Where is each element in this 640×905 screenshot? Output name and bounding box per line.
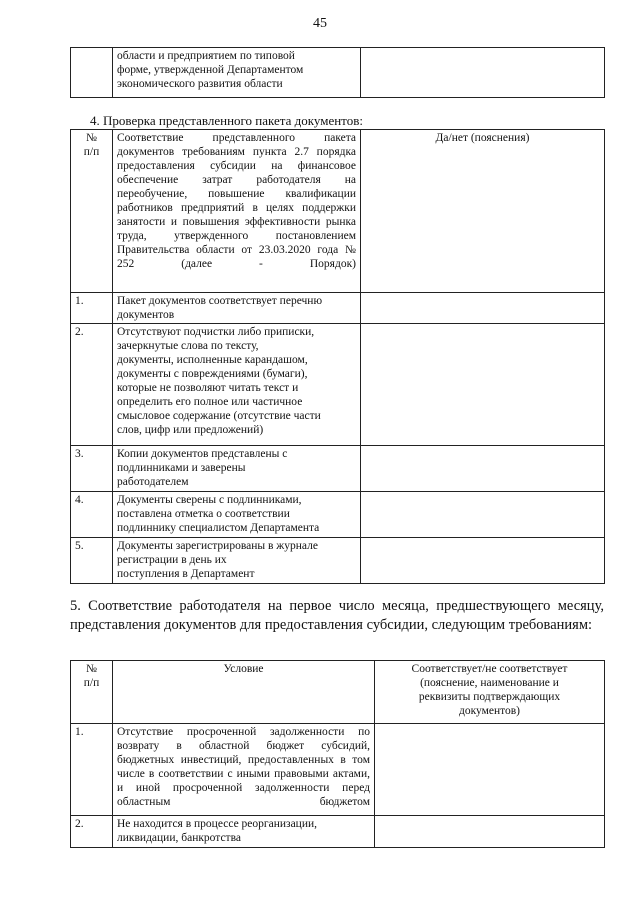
header-text: Условие bbox=[113, 661, 375, 724]
row-answer[interactable] bbox=[361, 324, 605, 446]
row-text: Копии документов представлены с подлинниками и заверены работодателем bbox=[113, 446, 361, 492]
row-number: 5. bbox=[71, 538, 113, 584]
row-text: Документы сверены с подлинниками, поставлена отметка о соответствии подлиннику специалистом Департамента bbox=[113, 492, 361, 538]
table-row bbox=[71, 816, 605, 848]
row-answer[interactable] bbox=[361, 538, 605, 584]
row-text: Не находится в процессе реорганизации, ликвидации, банкротства bbox=[113, 816, 375, 848]
row-number: 2. bbox=[71, 324, 113, 446]
row-number bbox=[71, 48, 113, 98]
table-row bbox=[71, 492, 605, 538]
table-row bbox=[71, 446, 605, 492]
table-row bbox=[71, 48, 605, 98]
row-number: 3. bbox=[71, 446, 113, 492]
continuation-table bbox=[70, 47, 605, 98]
row-answer[interactable] bbox=[361, 446, 605, 492]
row-answer[interactable] bbox=[361, 48, 605, 98]
row-text: Отсутствуют подчистки либо приписки, зачеркнутые слова по тексту, документы, исполненные карандашом, документы с повреждениями (бумаги), которые не позволяют читать текст и определить его полное или частичное смысловое содержание (отсутствие части слов, цифр или предложений) bbox=[113, 324, 361, 446]
header-answer: Да/нет (пояснения) bbox=[361, 130, 605, 293]
table-row bbox=[71, 538, 605, 584]
header-number: № п/п bbox=[71, 661, 113, 724]
row-answer[interactable] bbox=[361, 293, 605, 324]
row-text: Пакет документов соответствует перечню документов bbox=[113, 293, 361, 324]
row-answer[interactable] bbox=[375, 816, 605, 848]
table-header-row bbox=[71, 130, 605, 293]
row-text: Отсутствие просроченной задолженности по возврату в областной бюджет субсидий, бюджетных инвестиций, предоставленных в том числе в соответствии с иными правовыми актами, и иной просроченной задолженности перед областным бюджетом bbox=[113, 724, 375, 816]
row-answer[interactable] bbox=[375, 724, 605, 816]
table-row bbox=[71, 324, 605, 446]
section-5-heading: 5. Соответствие работодателя на первое число месяца, предшествующего месяцу, представления документов для предоставления субсидии, следующим требованиям: bbox=[70, 598, 604, 633]
row-number: 4. bbox=[71, 492, 113, 538]
row-number: 1. bbox=[71, 293, 113, 324]
documents-check-table bbox=[70, 129, 605, 584]
header-answer: Соответствует/не соответствует (пояснение, наименование и реквизиты подтверждающих документов) bbox=[375, 661, 605, 724]
header-number: № п/п bbox=[71, 130, 113, 293]
section-4-heading: 4. Проверка представленного пакета документов: bbox=[90, 113, 363, 128]
page-number: 45 bbox=[313, 16, 327, 31]
header-text: Соответствие представленного пакета документов требованиям пункта 2.7 порядка предоставления субсидии на финансовое обеспечение затрат работодателя на переобучение, повышение квалификации работников предприятий в целях поддержки занятости и повышения эффективности рынка труда, утвержденного постановлением Правительства области от 23.03.2020 года № 252 (далее - Порядок) bbox=[113, 130, 361, 293]
table-row bbox=[71, 724, 605, 816]
row-answer[interactable] bbox=[361, 492, 605, 538]
table-row bbox=[71, 293, 605, 324]
requirements-table bbox=[70, 660, 605, 848]
row-text: Документы зарегистрированы в журнале регистрации в день их поступления в Департамент bbox=[113, 538, 361, 584]
row-text: области и предприятием по типовой форме, утвержденной Департаментом экономического развития области bbox=[113, 48, 361, 98]
row-number: 1. bbox=[71, 724, 113, 816]
table-header-row bbox=[71, 661, 605, 724]
row-number: 2. bbox=[71, 816, 113, 848]
